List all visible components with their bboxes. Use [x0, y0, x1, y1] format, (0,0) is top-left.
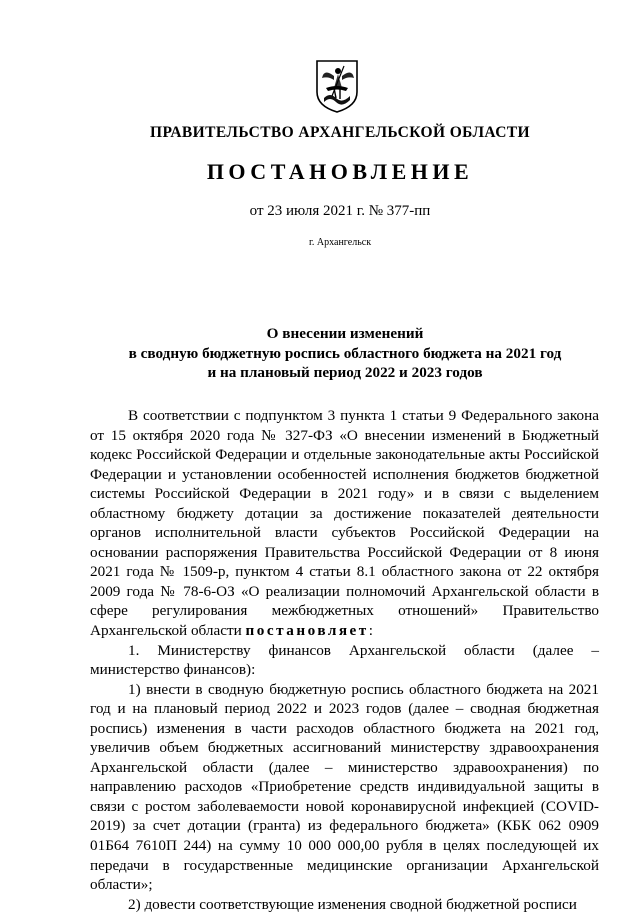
- document-subject: [90, 324, 600, 383]
- subject-line: и на плановый период 2022 и 2023 годов: [207, 364, 483, 381]
- preamble-paragraph: [90, 406, 599, 641]
- item-1-1-paragraph: 1) внести в сводную бюджетную роспись областного бюджета на 2021 год и на плановый период 2022 и 2023 годов (далее – сводная бюджетная роспись) изменения в части расходов областного бюджета на 2021 год, увеличив объем бюджетных ассигнований министерству здравоохранения Архангельской области (далее – министерство здравоохранения) по направлению расходов «Приобретение средств индивидуальной защиты в связи с ростом заболеваемости новой коронавирусной инфекцией (COVID-2019) за счет дотации (гранта) из федерального бюджета» (КБК 062 0909 01Б64 7610П 244) на сумму 10 000 000,00 рубля в целях последующей их передачи в государственные медицинские организации Архангельской области»;: [90, 680, 599, 894]
- document-date-number: от 23 июля 2021 г. № 377-пп: [249, 203, 431, 219]
- document-type: ПОСТАНОВЛЕНИЕ: [206, 159, 474, 184]
- item-1-paragraph: 1. Министерству финансов Архангельской области (далее – министерство финансов):: [90, 641, 599, 679]
- document-city: г. Архангельск: [308, 237, 372, 248]
- preamble-text: В соответствии с подпунктом 3 пункта 1 статьи 9 Федерального закона от 15 октября 2020 года № 327-ФЗ «О внесении изменений в Бюджетный кодекс Российской Федерации и отдельные законодательные акты Российской Федерации и установлении особенностей исполнения бюджетов бюджетной системы Российской Федерации в 2021 году» и в связи с выделением областному бюджету дотации за достижение показателей деятельности органов исполнительной власти субъектов Российской Федерации на основании распоряжения Правительства Российской Федерации от 8 июня 2021 года № 1509-р, пунктом 4 статьи 8.1 областного закона от 22 октября 2009 года № 78-6-ОЗ «О реализации полномочий Архангельской области в сфере регулирования межбюджетных отношений» Правительство Архангельской области: [90, 407, 599, 640]
- subject-line: в сводную бюджетную роспись областного бюджета на 2021 год: [128, 344, 562, 362]
- coat-of-arms-icon: [314, 58, 360, 114]
- document-body: [90, 406, 599, 914]
- resolves-word: постановляет: [245, 622, 369, 640]
- organization-name: ПРАВИТЕЛЬСТВО АРХАНГЕЛЬСКОЙ ОБЛАСТИ: [149, 124, 530, 141]
- subject-line: О внесении изменений: [266, 325, 424, 342]
- item-1-2-paragraph: 2) довести соответствующие изменения сводной бюджетной росписи: [128, 895, 577, 913]
- resolves-colon: :: [368, 622, 373, 640]
